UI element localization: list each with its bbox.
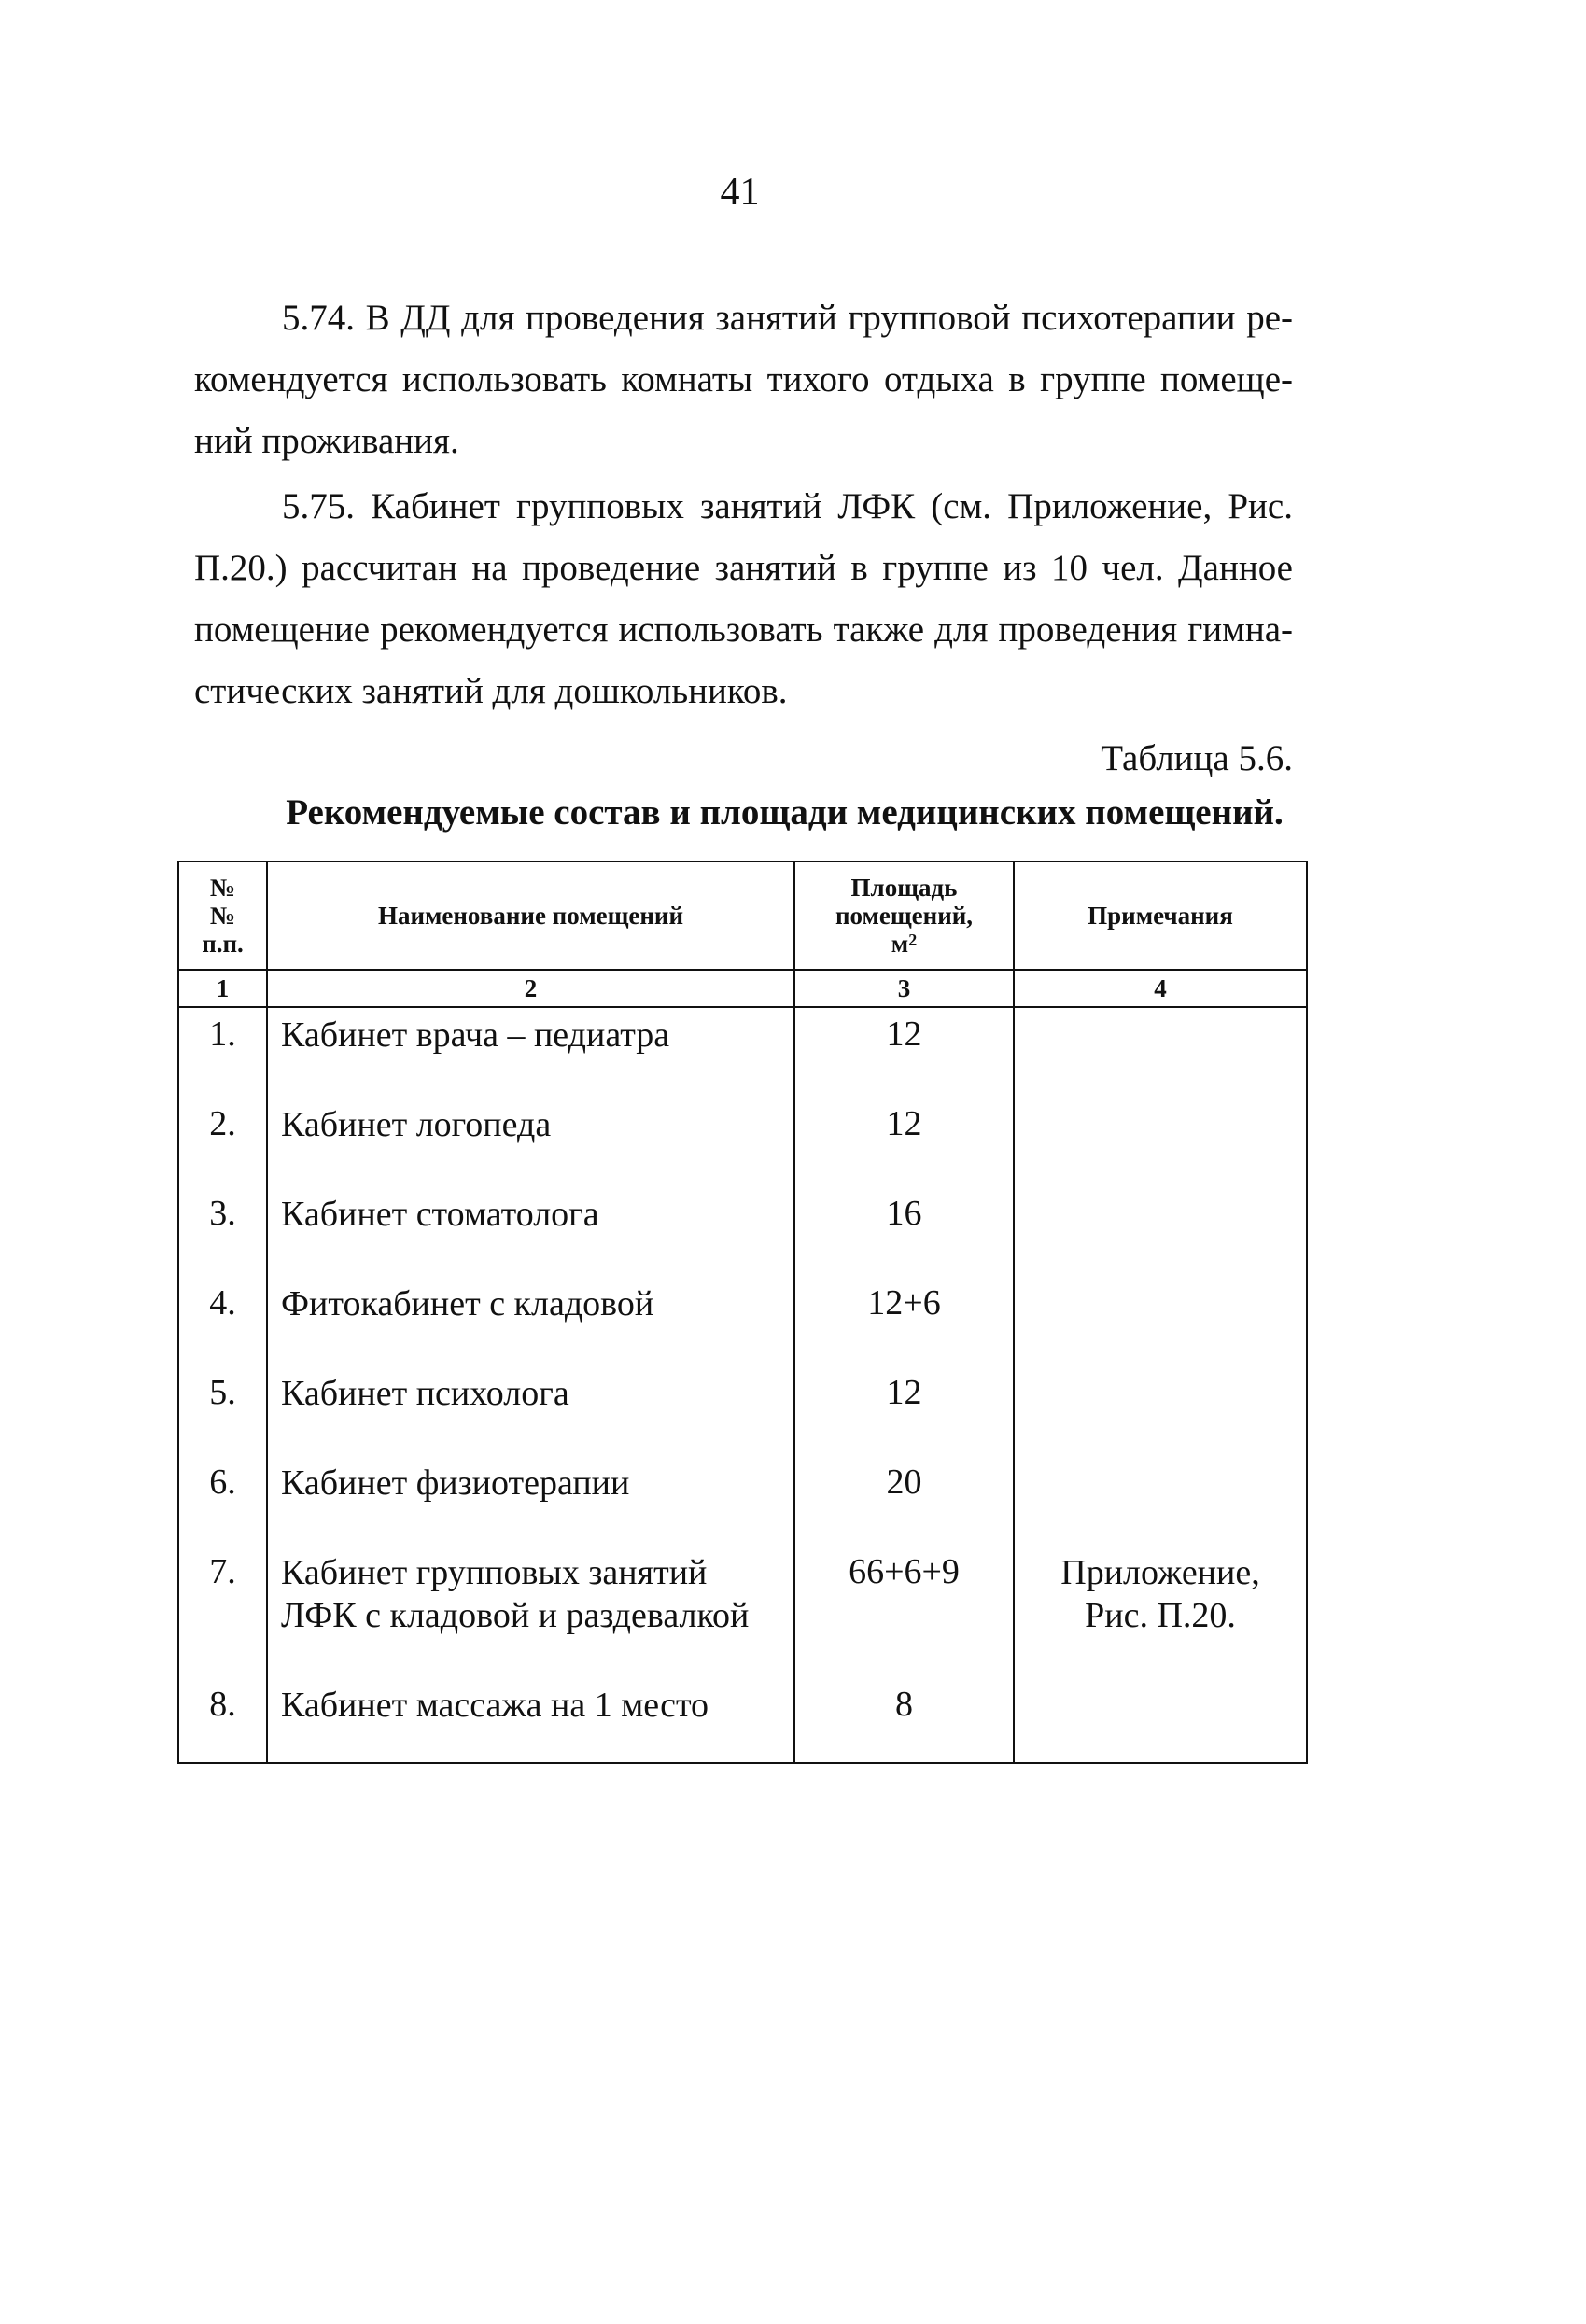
table-row	[178, 1098, 1307, 1187]
rooms-table	[177, 861, 1308, 1764]
room-name-line: Фитокабинет с кладовой	[281, 1284, 654, 1323]
paragraph-line: П.20.) рассчитан на проведение занятий в группе из 10 чел. Данное	[194, 548, 1293, 588]
column-number: 4	[1014, 970, 1307, 1007]
paragraph-line: помещение рекомендуется использовать также для проведения гимна-	[194, 609, 1293, 650]
paragraph-5-74	[194, 287, 1293, 472]
header-number-line: №	[209, 902, 236, 930]
row-number: 1.	[178, 1007, 267, 1098]
row-number: 2.	[178, 1098, 267, 1187]
header-name: Наименование помещений	[267, 861, 794, 970]
room-area: 12	[794, 1366, 1014, 1456]
table-row	[178, 1277, 1307, 1366]
row-number: 6.	[178, 1456, 267, 1546]
room-name-line: Кабинет логопеда	[281, 1105, 552, 1144]
room-note-line: Приложение,	[1060, 1553, 1260, 1592]
table-row	[178, 1546, 1307, 1678]
room-name	[267, 1456, 794, 1546]
header-number-line: п.п.	[202, 930, 244, 958]
paragraph-line: ний проживания.	[194, 421, 459, 461]
table-row	[178, 1456, 1307, 1546]
room-note	[1014, 1456, 1307, 1546]
table-header-row	[178, 861, 1307, 970]
table-row	[178, 1678, 1307, 1763]
area-unit: м	[891, 930, 909, 958]
page-number: 41	[720, 171, 760, 214]
room-area: 66+6+9	[794, 1546, 1014, 1678]
paragraph-line: 5.74. В ДД для проведения занятий групповой психотерапии ре-	[282, 298, 1293, 338]
room-note	[1014, 1098, 1307, 1187]
paragraph-line: стических занятий для дошкольников.	[194, 671, 788, 711]
table-row	[178, 1007, 1307, 1098]
paragraph-line: комендуется использовать комнаты тихого отдыха в группе помеще-	[194, 359, 1293, 399]
table-row	[178, 1187, 1307, 1277]
room-name	[267, 1546, 794, 1678]
room-name-line: Кабинет стоматолога	[281, 1195, 599, 1234]
row-number: 8.	[178, 1678, 267, 1763]
header-number	[178, 861, 267, 970]
room-name	[267, 1187, 794, 1277]
room-name-line: Кабинет врача – педиатра	[281, 1015, 670, 1055]
room-note	[1014, 1277, 1307, 1366]
room-name	[267, 1277, 794, 1366]
column-number: 3	[794, 970, 1014, 1007]
row-number: 5.	[178, 1366, 267, 1456]
row-number: 3.	[178, 1187, 267, 1277]
room-note	[1014, 1678, 1307, 1763]
room-note	[1014, 1366, 1307, 1456]
room-name	[267, 1007, 794, 1098]
room-name	[267, 1678, 794, 1763]
table-title: Рекомендуемые состав и площади медицинских помещений.	[286, 792, 1284, 833]
room-name	[267, 1366, 794, 1456]
row-number: 4.	[178, 1277, 267, 1366]
column-numbering-row	[178, 970, 1307, 1007]
table-row	[178, 1366, 1307, 1456]
header-area-line: помещений,	[835, 902, 974, 930]
paragraph-line: 5.75. Кабинет групповых занятий ЛФК (см. Приложение, Рис.	[282, 486, 1293, 526]
header-notes: Примечания	[1014, 861, 1307, 970]
room-name-line: ЛФК с кладовой и раздевалкой	[281, 1596, 750, 1635]
paragraph-5-75	[194, 476, 1293, 722]
room-note	[1014, 1007, 1307, 1098]
row-number: 7.	[178, 1546, 267, 1678]
room-name-line: Кабинет групповых занятий	[281, 1553, 708, 1592]
header-area-unit	[795, 930, 1013, 958]
room-name-line: Кабинет психолога	[281, 1374, 569, 1413]
room-area: 20	[794, 1456, 1014, 1546]
room-name	[267, 1098, 794, 1187]
room-area: 8	[794, 1678, 1014, 1763]
room-note	[1014, 1546, 1307, 1678]
room-area: 12	[794, 1098, 1014, 1187]
column-number: 1	[178, 970, 267, 1007]
room-area: 12+6	[794, 1277, 1014, 1366]
header-area	[794, 861, 1014, 970]
room-name-line: Кабинет массажа на 1 место	[281, 1686, 709, 1725]
area-unit-superscript: 2	[908, 931, 918, 949]
room-area: 16	[794, 1187, 1014, 1277]
room-note	[1014, 1187, 1307, 1277]
header-number-line: №	[209, 874, 236, 902]
table-label: Таблица 5.6.	[1101, 738, 1293, 778]
room-area: 12	[794, 1007, 1014, 1098]
column-number: 2	[267, 970, 794, 1007]
header-area-line: Площадь	[850, 874, 958, 902]
room-note-line: Рис. П.20.	[1085, 1596, 1236, 1635]
room-name-line: Кабинет физиотерапии	[281, 1463, 630, 1503]
